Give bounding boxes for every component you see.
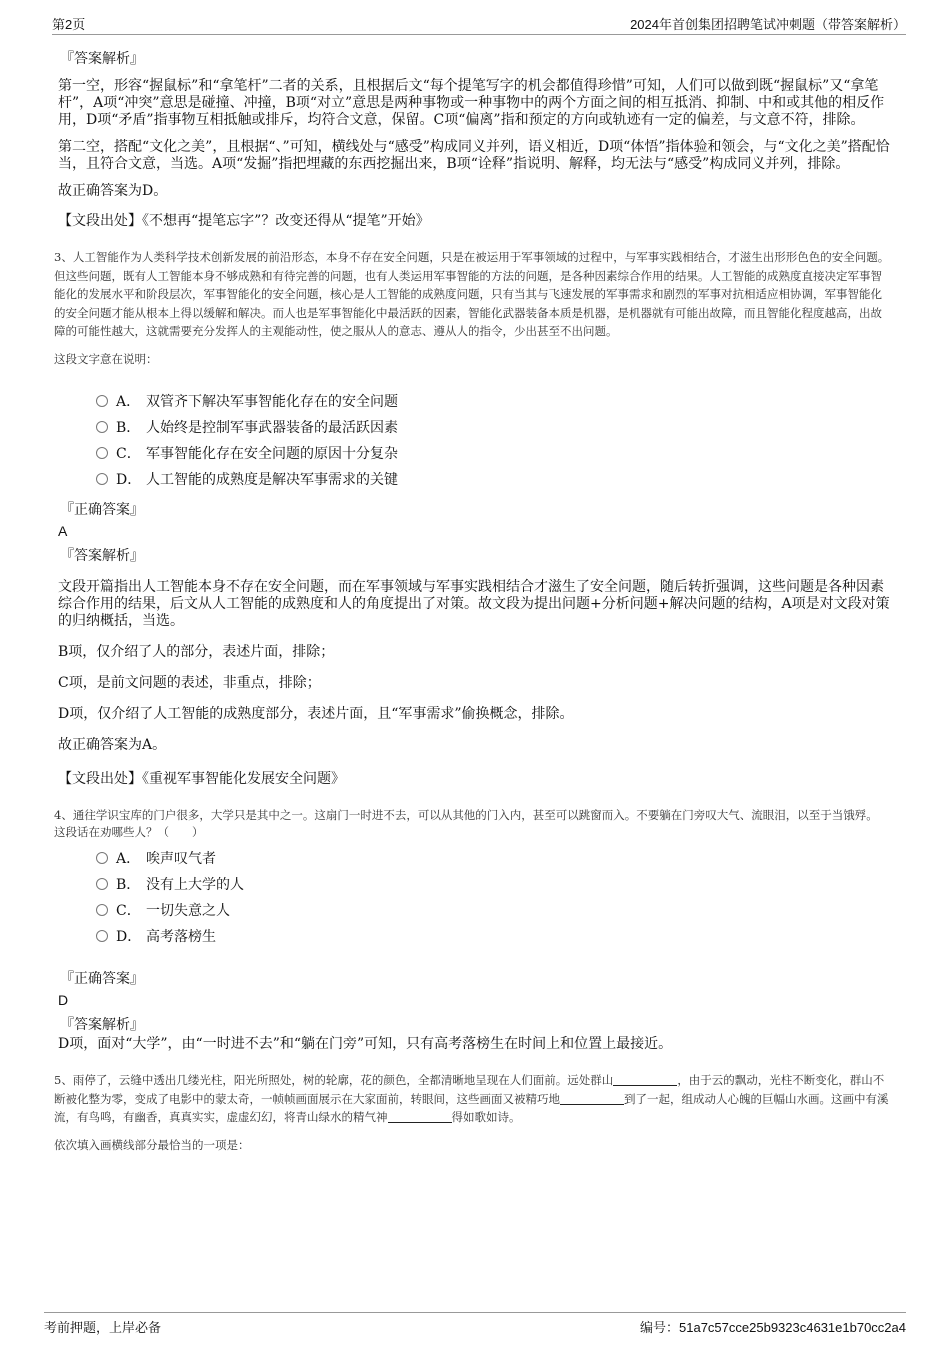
radio-icon[interactable]	[96, 930, 108, 942]
radio-icon[interactable]	[96, 395, 108, 407]
analysis-conclusion: 故正确答案为D。	[58, 183, 168, 199]
option-a[interactable]: A． 双管齐下解决军事智能化存在的安全问题	[96, 389, 892, 415]
option-b[interactable]: B． 没有上大学的人	[96, 872, 892, 898]
page-header	[52, 12, 906, 35]
option-c[interactable]: C． 军事智能化存在安全问题的原因十分复杂	[96, 441, 892, 467]
source-prefix: 【文段出处】	[58, 770, 142, 787]
footer-slogan: 考前押题，上岸必备	[44, 1320, 162, 1335]
question-5-prompt: 依次填入画横线部分最恰当的一项是：	[54, 1137, 250, 1152]
analysis-label: 『答案解析』	[60, 51, 144, 67]
fill-blank	[560, 1092, 624, 1105]
analysis-paragraph: C项，是前文问题的表述，非重点，排除；	[58, 674, 321, 691]
analysis-paragraph: B项，仅介绍了人的部分，表述片面，排除；	[58, 643, 335, 660]
radio-icon[interactable]	[96, 904, 108, 916]
analysis-paragraph: 文段开篇指出人工智能本身不存在安全问题，而在军事领域与军事实践相结合才滋生了安全问题，随后转折强调，这些问题是各种因素综合作用的结果，后文从人工智能的成熟度和人的角度提出了对策。故文段为提出问题+分析问题+解决问题的结构，A项是对文段对策的归纳概括，当选。	[58, 578, 890, 629]
fill-blank	[388, 1110, 452, 1123]
source-title: 《重视军事智能化发展安全问题》	[142, 770, 345, 787]
radio-icon[interactable]	[96, 852, 108, 864]
fill-blank	[613, 1073, 677, 1086]
source-line	[58, 768, 892, 788]
question-3-text: 3、人工智能作为人类科学技术创新发展的前沿形态，本身不存在安全问题，只是在被运用于军事领域的过程中，与军事实践相结合，才滋生出形形色色的安全问题。但这些问题，既有人工智能本身不够成熟和有待完善的问题，也有人类运用军事智能的方法的问题，是各种因素综合作用的结果。人工智能的成熟度直接决定军事智能化的发展水平和阶段层次，军事智能化的安全问题，核心是人工智能的成熟度问题，只有当其与飞速发展的军事需求和剧烈的军事对抗相适应相协调，军事智能化的安全问题才能从根本上得以缓解和解决。而人也是军事智能化中最活跃的因素，智能化武器装备本质是机器，是机器就有可能出故障，而且智能化程度越高，出故障的可能性越大，这就需要充分发挥人的主观能动性，使之服从人的意志、遵从人的指令，少出甚至不出问题。	[54, 250, 890, 338]
option-c[interactable]: C． 一切失意之人	[96, 898, 892, 924]
analysis-paragraph: 第一空，形容“握鼠标”和“拿笔杆”二者的关系，且根据后文“每个提笔写字的机会都值得珍惜”可知，人们可以做到既“握鼠标”又“拿笔杆”，A项“冲突”意思是碰撞、冲撞，B项“对立”意思是两种事物或一种事物中的两个方面之间的相互抵消、抑制、中和或其他的相反作用，D项“矛盾”指事物互相抵触或排斥，均符合文意，保留。C项“偏离”指和预定的方向或轨迹有一定的偏差，与文意不符，排除。	[58, 78, 885, 128]
correct-answer-label: 『正确答案』	[60, 971, 144, 987]
analysis-label: 『答案解析』	[60, 1017, 144, 1033]
analysis-conclusion: 故正确答案为A。	[58, 736, 167, 753]
document-id: 编号：51a7c57cce25b9323c4631e1b70cc2a4	[640, 1320, 906, 1335]
page-footer	[44, 1312, 906, 1337]
option-b[interactable]: B． 人始终是控制军事武器装备的最活跃因素	[96, 415, 892, 441]
correct-answer-label: 『正确答案』	[60, 501, 144, 518]
question-3-options	[96, 389, 892, 493]
correct-answer: D	[58, 992, 69, 1008]
analysis-paragraph: D项，仅介绍了人工智能的成熟度部分，表述片面，且“军事需求”偷换概念，排除。	[58, 705, 574, 722]
radio-icon[interactable]	[96, 473, 108, 485]
option-a[interactable]: A． 唉声叹气者	[96, 846, 892, 872]
source-title: 《不想再“提笔忘字”？改变还得从“提笔”开始》	[142, 213, 430, 229]
correct-answer: A	[58, 522, 68, 539]
analysis-paragraph: 第二空，搭配“文化之美”，且根据“、”可知，横线处与“感受”构成同义并列，语义相近，D项“体悟”指体验和领会，与“文化之美”搭配恰当，且符合文意，当选。A项“发掘”指把埋藏的东西挖掘出来，B项“诠释”指说明、解释，均无法与“感受”构成同义并列，排除。	[58, 139, 890, 172]
question-5-text: 5、雨停了，云缝中透出几缕光柱，阳光所照处，树的轮廓，花的颜色，全都清晰地呈现在人们面前。远处群山 ，由于云的飘动，光柱不断变化，群山不断被化整为零，变成了电影中的蒙太奇，一帧帧画面展示在大家面前，转眼间，这些画面又被精巧地 到了一起，组成动人心魄的巨幅山水画。这画中有溪流，有鸟鸣，有幽香，真真实实，虚虚幻幻，将青山绿水的精气神 得如歌如诗。	[54, 1073, 889, 1124]
radio-icon[interactable]	[96, 421, 108, 433]
document-title: 2024年首创集团招聘笔试冲刺题（带答案解析）	[630, 17, 906, 32]
page-number: 第2页	[52, 17, 86, 32]
source-prefix: 【文段出处】	[58, 213, 142, 229]
option-d[interactable]: D． 人工智能的成熟度是解决军事需求的关键	[96, 467, 892, 493]
analysis-paragraph: D项，面对“大学”，由“一时进不去”和“躺在门旁”可知，只有高考落榜生在时间上和位置上最接近。	[58, 1036, 673, 1052]
option-d[interactable]: D． 高考落榜生	[96, 924, 892, 950]
page-content	[56, 44, 892, 1175]
radio-icon[interactable]	[96, 878, 108, 890]
question-4-options	[96, 846, 892, 950]
analysis-label: 『答案解析』	[60, 547, 144, 564]
radio-icon[interactable]	[96, 447, 108, 459]
question-3-prompt: 这段文字意在说明：	[54, 351, 158, 366]
question-4-prompt: 这段话在劝哪些人？（ ）	[54, 825, 204, 839]
source-line	[58, 210, 892, 230]
question-4-text: 4、通往学识宝库的门户很多，大学只是其中之一。这扇门一时进不去，可以从其他的门入内，甚至可以跳窗而入。不要躺在门旁叹大气、流眼泪，以至于当饿殍。	[54, 807, 878, 822]
